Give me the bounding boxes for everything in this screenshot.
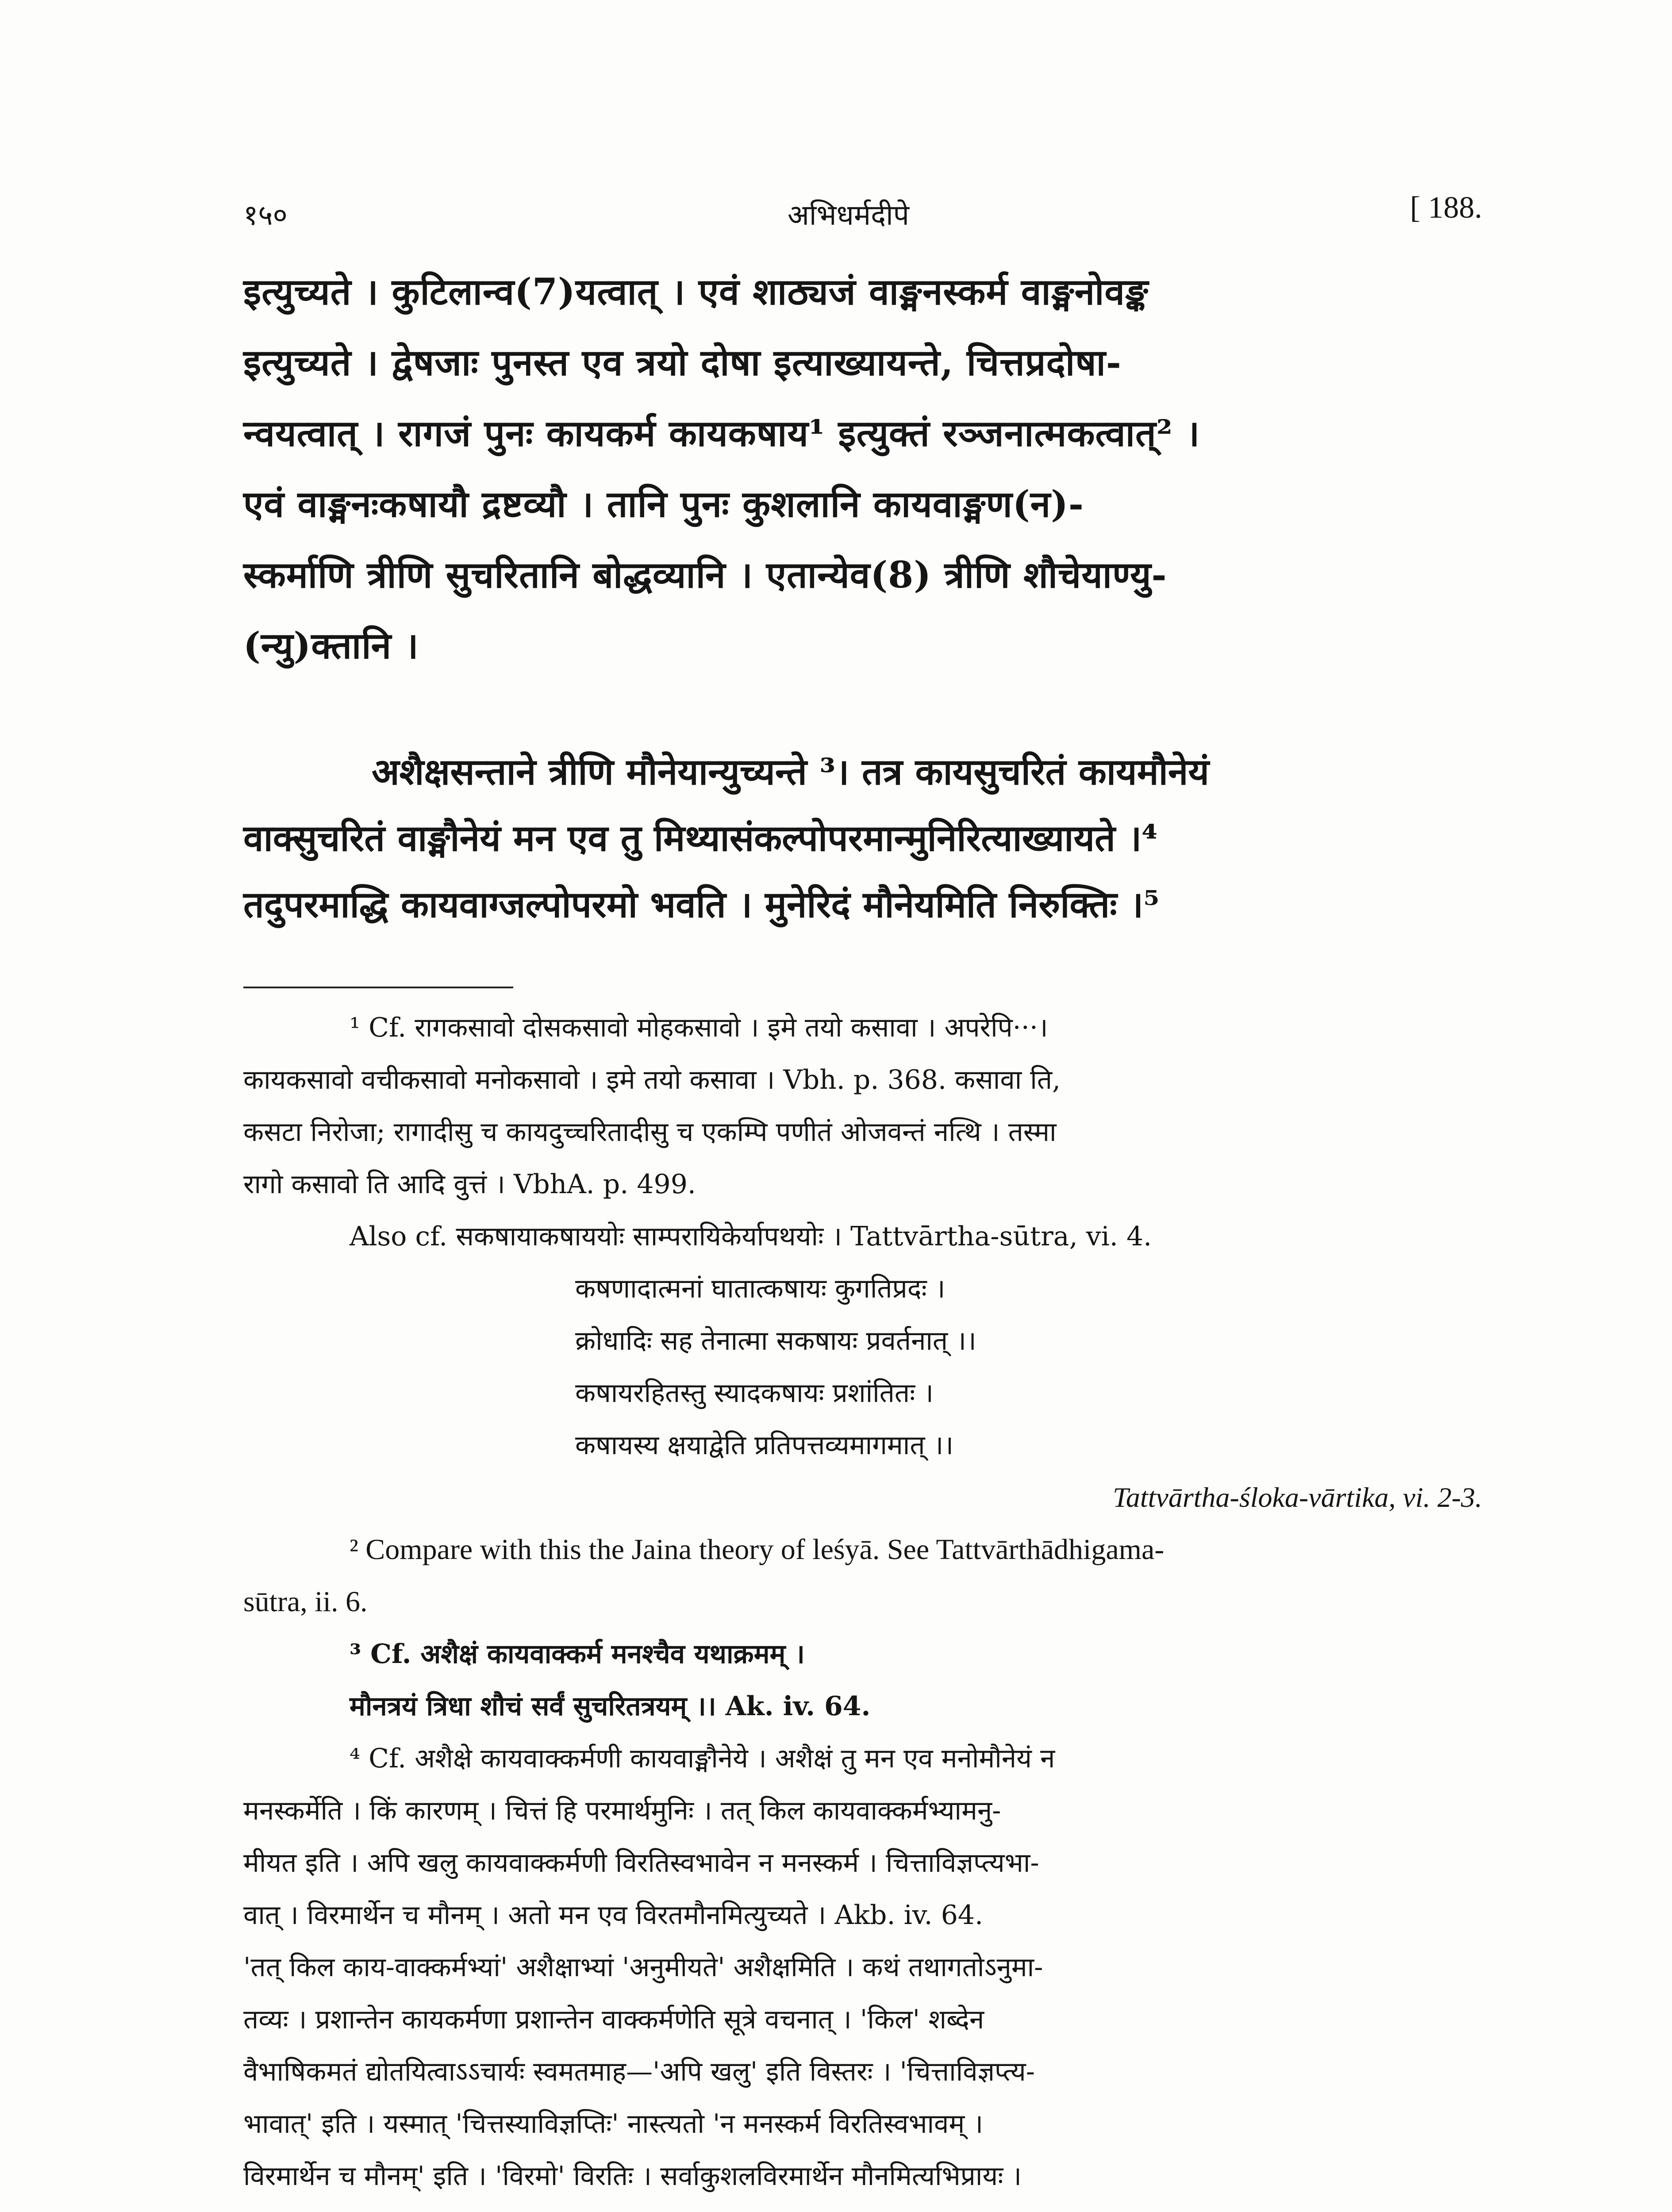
stanza-line: कषायरहितस्तु स्यादकषायः प्रशांतितः । [575, 1378, 934, 1409]
book-page [243, 190, 1482, 2212]
footnote-2 [243, 1524, 1482, 1628]
verse-line: अशैक्षसन्ताने त्रीणि मौनेयान्युच्यन्ते ³। तत्र कायसुचरितं कायमौनेयं [372, 751, 1209, 793]
stanza-line: कषायस्य क्षयाद्वेति प्रतिपत्तव्यमागमात् ।। [575, 1430, 954, 1461]
page-number: १५० [243, 199, 288, 232]
footnote-line: रागो कसावो ति आदि वुत्तं । VbhA. p. 499. [243, 1169, 696, 1200]
section-number: [ 188. [1410, 191, 1482, 225]
verse-line: वाक्सुचरितं वाङ्मौनेयं मन एव तु मिथ्यासंकल्पोपरमान्मुनिरित्याख्यायते ।⁴ [243, 817, 1158, 860]
footnote-line: कसटा निरोजा; रागादीसु च कायदुच्चरितादीसु च एकम्पि पणीतं ओजवन्तं नत्थि । तस्मा [243, 1117, 1057, 1148]
stanza-source: Tattvārtha-śloka-vārtika, vi. 2-3. [1113, 1482, 1482, 1513]
footnote-line: वात् । विरमार्थेन च मौनम् । अतो मन एव विरतमौनमित्युच्यते । Akb. iv. 64. [243, 1900, 984, 1931]
text-line: इत्युच्यते । कुटिलान्व(7)यत्वात् । एवं शाठ्यजं वाङ्मनस्कर्म वाङ्मनोवङ्क [243, 271, 1149, 313]
footnote-line [243, 2202, 1482, 2212]
stanza-line: क्रोधादिः सह तेनात्मा सकषायः प्रवर्तनात् ।। [575, 1325, 976, 1356]
footnote-line: ¹ Cf. रागकसावो दोसकसावो मोहकसावो । इमे तयो कसावा । अपरेपि···। [350, 1012, 1048, 1043]
footnote-4 [243, 1732, 1482, 2212]
footnote-line: तव्यः । प्रशान्तेन कायकर्मणा प्रशान्तेन वाक्कर्मणेति सूत्रे वचनात् । 'किल' शब्देन [243, 2004, 984, 2035]
stanza-line: कषणादात्मनां घातात्कषायः कुगतिप्रदः । [575, 1273, 946, 1304]
footnote-3 [243, 1628, 1482, 1732]
verse-line: तदुपरमाद्धि कायवाग्जल्पोपरमो भवति । मुनेरिदं मौनेयमिति निरुक्तिः ।⁵ [243, 883, 1160, 926]
footnote-line: मीयत इति । अपि खलु कायवाक्कर्मणी विरतिस्वभावेन न मनस्कर्म । चित्ताविज्ञप्त्यभा- [243, 1847, 1039, 1878]
running-title: अभिधर्मदीपे [788, 199, 910, 232]
text-line: न्वयत्वात् । रागजं पुनः कायकर्म कायकषाय¹ इत्युक्तं रञ्जनात्मकत्वात्² । [243, 412, 1200, 455]
footnote-divider [243, 987, 513, 988]
text-line: स्कर्माणि त्रीणि सुचरितानि बोद्धव्यानि । एतान्येव(8) त्रीणि शौचेयाण्यु- [243, 554, 1167, 596]
footnote-line: कायकसावो वचीकसावो मनोकसावो । इमे तयो कसावा । Vbh. p. 368. कसावा ति, [243, 1064, 1061, 1095]
footnote-line: ⁴ Cf. अशैक्षे कायवाक्कर्मणी कायवाङ्मौनेये । अशैक्षं तु मन एव मनोमौनेयं न [350, 1743, 1055, 1774]
footnote-line: ³ Cf. अशैक्षं कायवाक्कर्म मनश्चैव यथाक्रमम् । [350, 1639, 805, 1670]
footnote-line: ² Compare with this the Jaina theory of leśyā. See Tattvārthādhigama- [350, 1533, 1165, 1566]
footnote-line: भावात्' इति । यस्मात् 'चित्तस्याविज्ञप्तिः' नास्त्यतो 'न मनस्कर्म विरतिस्वभावम् । [243, 2108, 984, 2139]
footnote-line: वैभाषिकमतं द्योतयित्वाऽऽचार्यः स्वमतमाह—'अपि खलु' इति विस्तरः । 'चित्ताविज्ञप्त्य- [243, 2056, 1035, 2087]
footnote-line: मनस्कर्मेति । किं कारणम् । चित्तं हि परमार्थमुनिः । तत् किल कायवाक्कर्मभ्यामनु- [243, 1795, 1001, 1826]
footnote-1 [243, 1002, 1482, 1524]
text-line: इत्युच्यते । द्वेषजाः पुनस्त एव त्रयो दोषा इत्याख्यायन्ते, चित्तप्रदोषा- [243, 342, 1122, 384]
page-header [243, 190, 1482, 243]
footnote-line: मौनत्रयं त्रिधा शौचं सर्वं सुचरितत्रयम् ।। Ak. iv. 64. [350, 1691, 871, 1722]
footnote-line: विरमार्थेन च मौनम्' इति । 'विरमो' विरतिः । सर्वाकुशलविरमार्थेन मौनमित्यभिप्रायः । [243, 2161, 1022, 2192]
text-line: एवं वाङ्मनःकषायौ द्रष्टव्यौ । तानि पुनः कुशलानि कायवाङ्मण(न)- [243, 483, 1084, 526]
text-line: (न्यु)क्तानि । [243, 625, 419, 667]
footnote-line: 'तत् किल काय-वाक्कर्मभ्यां' अशैक्षाभ्यां 'अनुमीयते' अशैक्षमिति । कथं तथागतोऽनुमा- [243, 1952, 1043, 1983]
footnote-line: sūtra, ii. 6. [243, 1586, 368, 1618]
verse-block [243, 739, 1482, 938]
footnote-line: Also cf. सकषायाकषाययोः साम्परायिकेर्यापथयोः । Tattvārtha-sūtra, vi. 4. [350, 1221, 1152, 1252]
main-text [243, 257, 1482, 681]
